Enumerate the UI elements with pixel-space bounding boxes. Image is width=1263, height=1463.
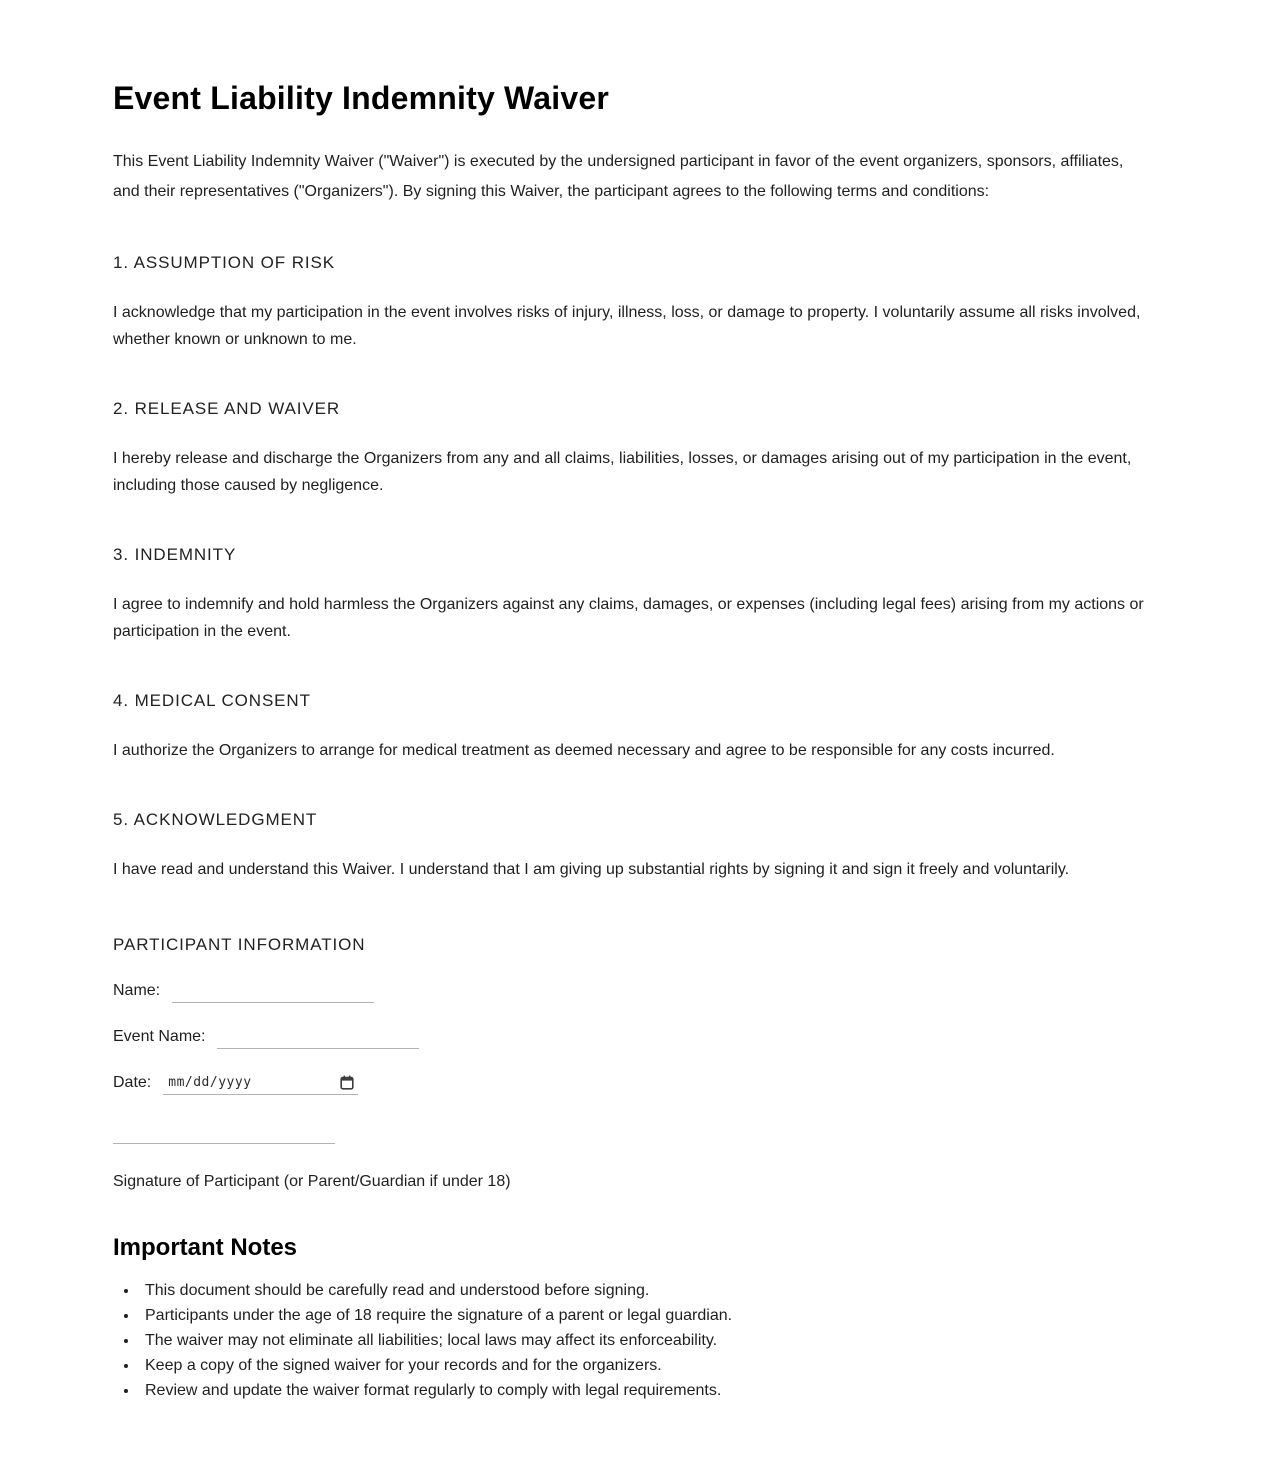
section-paragraph: I authorize the Organizers to arrange for medical treatment as deemed necessary and agree to be responsible for any costs incurred. bbox=[113, 742, 1055, 759]
signature-caption: Signature of Participant (or Parent/Guardian if under 18) bbox=[113, 1173, 511, 1190]
calendar-icon[interactable] bbox=[340, 1075, 354, 1090]
section-heading: 4. MEDICAL CONSENT bbox=[113, 691, 311, 710]
section-heading: 5. ACKNOWLEDGMENT bbox=[113, 810, 318, 829]
section-assumption-of-risk bbox=[113, 253, 1150, 353]
participant-information-section bbox=[113, 935, 1150, 1194]
important-notes-heading: Important Notes bbox=[113, 1234, 298, 1261]
signature-row bbox=[113, 1119, 1150, 1144]
participant-information-heading: PARTICIPANT INFORMATION bbox=[113, 935, 366, 954]
page-title: Event Liability Indemnity Waiver bbox=[113, 80, 609, 116]
event-name-row bbox=[113, 1025, 1150, 1049]
section-heading: 1. ASSUMPTION OF RISK bbox=[113, 253, 335, 272]
section-paragraph: I agree to indemnify and hold harmless the Organizers against any claims, damages, or expenses (including legal fees) arising from my actions or participation in the event. bbox=[113, 596, 1144, 640]
note-item: • Participants under the age of 18 require the signature of a parent or legal guardian. bbox=[139, 1303, 1150, 1328]
note-item: • This document should be carefully read and understood before signing. bbox=[139, 1278, 1150, 1303]
name-input[interactable] bbox=[172, 980, 374, 1003]
waiver-document bbox=[113, 0, 1150, 1463]
date-input[interactable] bbox=[163, 1073, 358, 1095]
note-item: • The waiver may not eliminate all liabilities; local laws may affect its enforceability. bbox=[139, 1328, 1150, 1353]
note-item: • Review and update the waiver format regularly to comply with legal requirements. bbox=[139, 1378, 1150, 1403]
notes-list bbox=[113, 1278, 1150, 1403]
section-heading: 3. INDEMNITY bbox=[113, 545, 237, 564]
name-label: Name: bbox=[113, 982, 161, 999]
event-name-input[interactable] bbox=[217, 1026, 419, 1049]
signature-input[interactable] bbox=[113, 1119, 335, 1144]
important-notes-section bbox=[113, 1234, 1150, 1403]
section-paragraph: I acknowledge that my participation in the event involves risks of injury, illness, loss, or damage to property. I voluntarily assume all risks involved, whether known or unknown to me. bbox=[113, 304, 1141, 348]
date-label: Date: bbox=[113, 1074, 152, 1091]
section-paragraph: I have read and understand this Waiver. I understand that I am giving up substantial rights by signing it and sign it freely and voluntarily. bbox=[113, 861, 1070, 878]
event-name-label: Event Name: bbox=[113, 1028, 206, 1045]
section-acknowledgment bbox=[113, 810, 1150, 883]
name-row bbox=[113, 979, 1150, 1003]
section-heading: 2. RELEASE AND WAIVER bbox=[113, 399, 341, 418]
date-placeholder: mm/dd/yyyy bbox=[168, 1075, 252, 1090]
section-medical-consent bbox=[113, 691, 1150, 764]
date-row bbox=[113, 1071, 1150, 1095]
note-item: • Keep a copy of the signed waiver for your records and for the organizers. bbox=[139, 1353, 1150, 1378]
intro-paragraph: This Event Liability Indemnity Waiver ("Waiver") is executed by the undersigned participant in favor of the event organizers, sponsors, affiliates, and their representatives ("Organizers"). By signing this Waiver, the participant agrees to the following terms and conditions: bbox=[113, 153, 1124, 200]
section-indemnity bbox=[113, 545, 1150, 645]
section-release-and-waiver bbox=[113, 399, 1150, 499]
section-paragraph: I hereby release and discharge the Organizers from any and all claims, liabilities, losses, or damages arising out of my participation in the event, including those caused by negligence. bbox=[113, 450, 1132, 494]
